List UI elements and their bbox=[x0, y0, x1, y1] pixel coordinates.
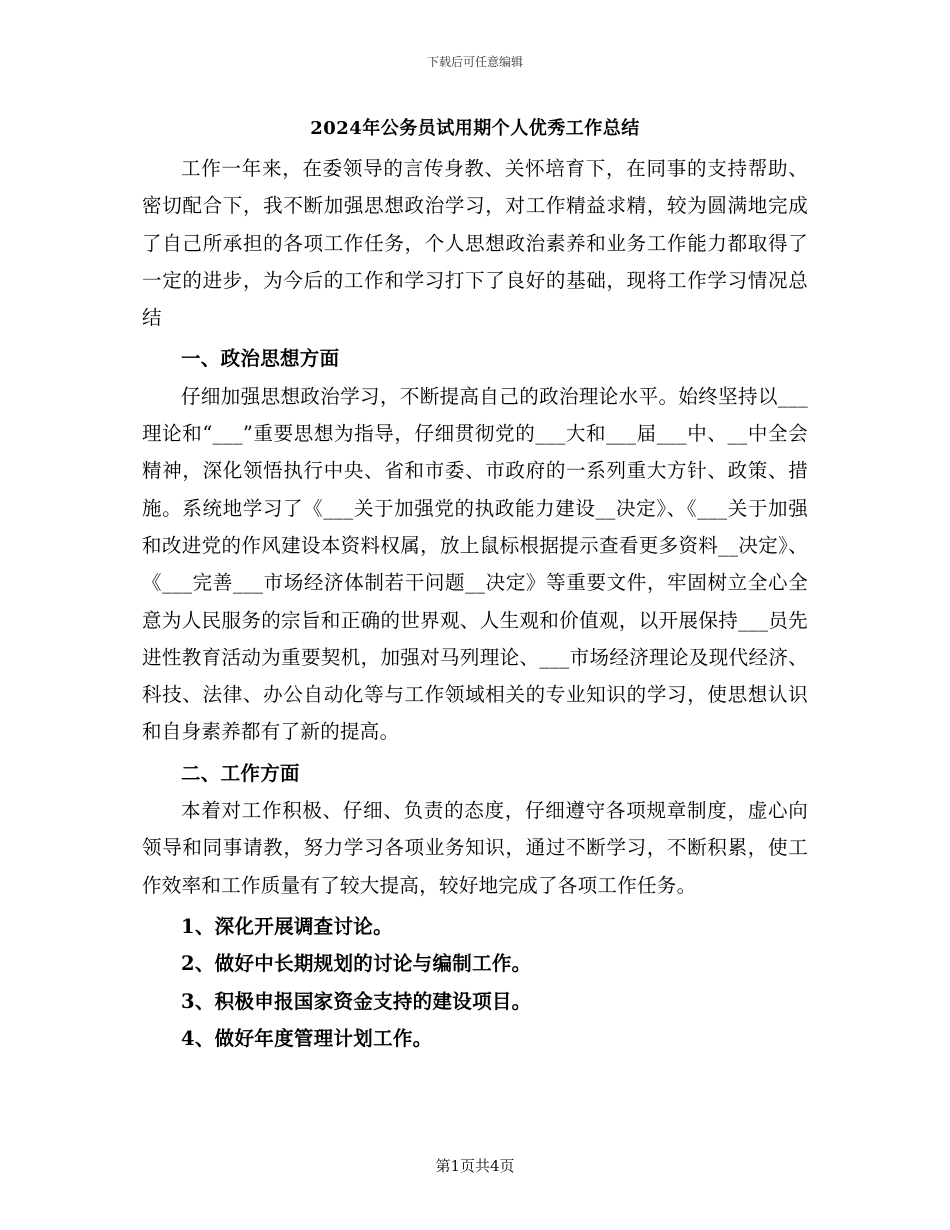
list-item: 1、深化开展调查讨论。 bbox=[181, 914, 393, 938]
section-heading-politics: 一、政治思想方面 bbox=[181, 347, 340, 371]
list-item: 4、做好年度管理计划工作。 bbox=[181, 1027, 433, 1051]
section-heading-work: 二、工作方面 bbox=[181, 761, 300, 785]
intro-paragraph: 工作一年来，在委领导的言传身教、关怀培育下，在同事的支持帮助、密切配合下，我不断加强思想政治学习，对工作精益求精，较为圆满地完成了自己所承担的各项工作任务，个人思想政治素养和业务工作能力都取得了一定的进步，为今后的工作和学习打下了良好的基础，现将工作学习情况总结 bbox=[142, 157, 808, 330]
list-item: 3、积极申报国家资金支持的建设项目。 bbox=[181, 989, 532, 1013]
section-paragraph-politics: 仔细加强思想政治学习，不断提高自己的政治理论水平。始终坚持以___理论和“___”重要思想为指导，仔细贯彻党的___大和___届___中、__中全会精神，深化领悟执行中央、省和市委、市政府的一系列重大方针、政策、措施。系统地学习了《___关于加强党的执政能力建设__决定》、《___关于加强和改进党的作风建设本资料权属，放上鼠标根据提示查看更多资料__决定》、《___完善___市场经济体制若干问题__决定》等重要文件，牢固树立全心全意为人民服务的宗旨和正确的世界观、人生观和价值观，以开展保持___员先进性教育活动为重要契机，加强对马列理论、___市场经济理论及现代经济、科技、法律、办公自动化等与工作领域相关的专业知识的学习，使思想认识和自身素养都有了新的提高。 bbox=[142, 384, 808, 744]
section-paragraph-work: 本着对工作积极、仔细、负责的态度，仔细遵守各项规章制度，虚心向领导和同事请教，努力学习各项业务知识，通过不断学习，不断积累，使工作效率和工作质量有了较大提高，较好地完成了各项工作任务。 bbox=[142, 799, 808, 897]
download-note: 下载后可任意编辑 bbox=[426, 55, 523, 69]
document-body bbox=[142, 150, 808, 1058]
document-title: 2024年公务员试用期个人优秀工作总结 bbox=[310, 118, 640, 139]
list-item: 2、做好中长期规划的讨论与编制工作。 bbox=[181, 952, 532, 976]
work-item-list bbox=[142, 908, 808, 1058]
page-number: 第1页共4页 bbox=[435, 1157, 515, 1175]
